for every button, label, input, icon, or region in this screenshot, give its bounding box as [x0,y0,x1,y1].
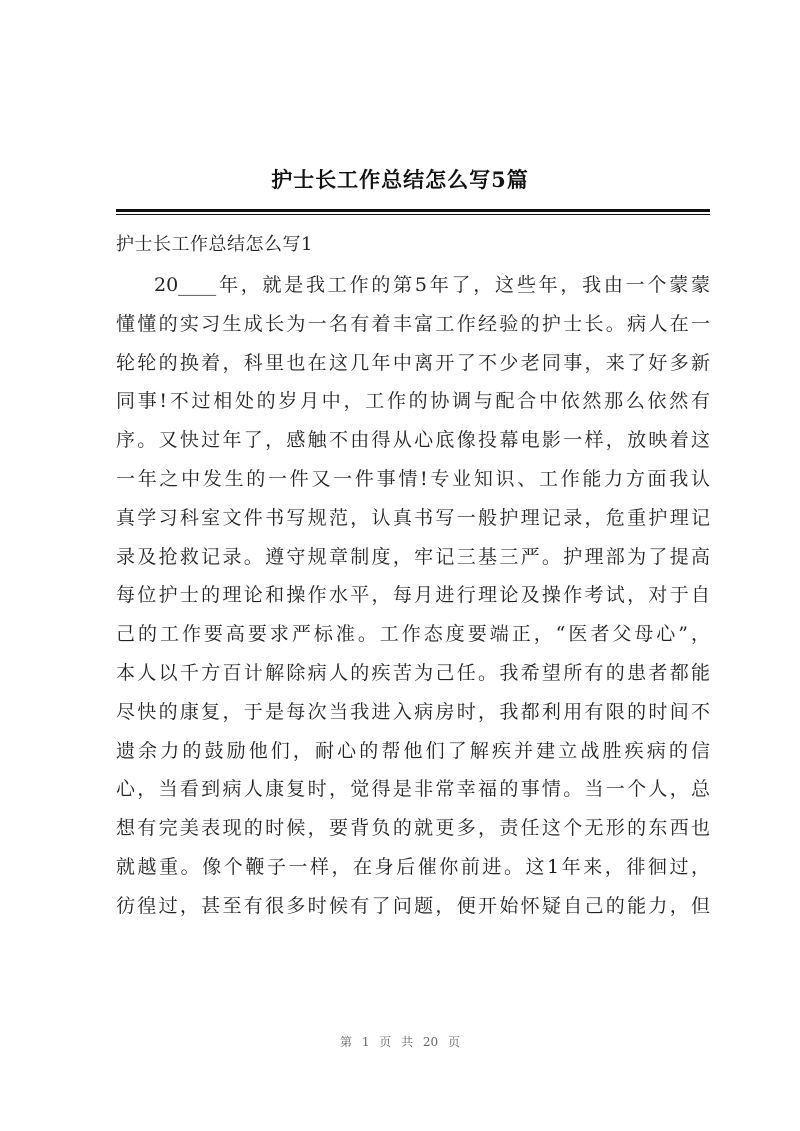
document-title: 护士长工作总结怎么写5篇 [271,167,529,192]
text-line: 同事!不过相处的岁月中，工作的协调与配合中依然那么依然有 [116,390,710,413]
text-line: 一年之中发生的一件又一件事情!专业知识、工作能力方面我认 [116,467,710,490]
title-rule-thin [116,214,710,215]
section-heading: 护士长工作总结怎么写1 [116,234,313,255]
text-line: 本人以千方百计解除病人的疾苦为己任。我希望所有的患者都能 [116,661,710,684]
body-paragraph [116,266,710,926]
text-line: 懂懂的实习生成长为一名有着丰富工作经验的护士长。病人在一 [116,312,710,335]
text-line: 己的工作要高要求严标准。工作态度要端正，“医者父母心”， [116,623,710,646]
title-rule-thick [116,209,710,212]
text-line: 每位护士的理论和操作水平，每月进行理论及操作考试，对于自 [116,584,710,607]
text-line: 彷徨过，甚至有很多时候有了问题，便开始怀疑自己的能力，但 [116,894,710,917]
text-line: 录及抢救记录。遵守规章制度，牢记三基三严。护理部为了提高 [116,545,710,568]
text-line: 真学习科室文件书写规范，认真书写一般护理记录，危重护理记 [116,506,710,529]
text-line: 遗余力的鼓励他们，耐心的帮他们了解疾并建立战胜疾病的信 [116,739,710,762]
text-line: 20____年，就是我工作的第5年了，这些年，我由一个蒙蒙 [154,274,710,296]
text-line: 心，当看到病人康复时，觉得是非常幸福的事情。当一个人，总 [116,778,710,801]
text-line: 序。又快过年了，感触不由得从心底像投幕电影一样，放映着这 [116,429,710,452]
text-line: 尽快的康复，于是每次当我进入病房时，我都利用有限的时间不 [116,700,710,723]
text-line: 就越重。像个鞭子一样，在身后催你前进。这1年来，徘徊过， [116,855,710,878]
text-line: 想有完美表现的时候，要背负的就更多，责任这个无形的东西也 [116,817,710,840]
text-line: 轮轮的换着，科里也在这几年中离开了不少老同事，来了好多新 [116,351,710,374]
page-footer: 第 1 页 共 20 页 [340,1035,460,1049]
